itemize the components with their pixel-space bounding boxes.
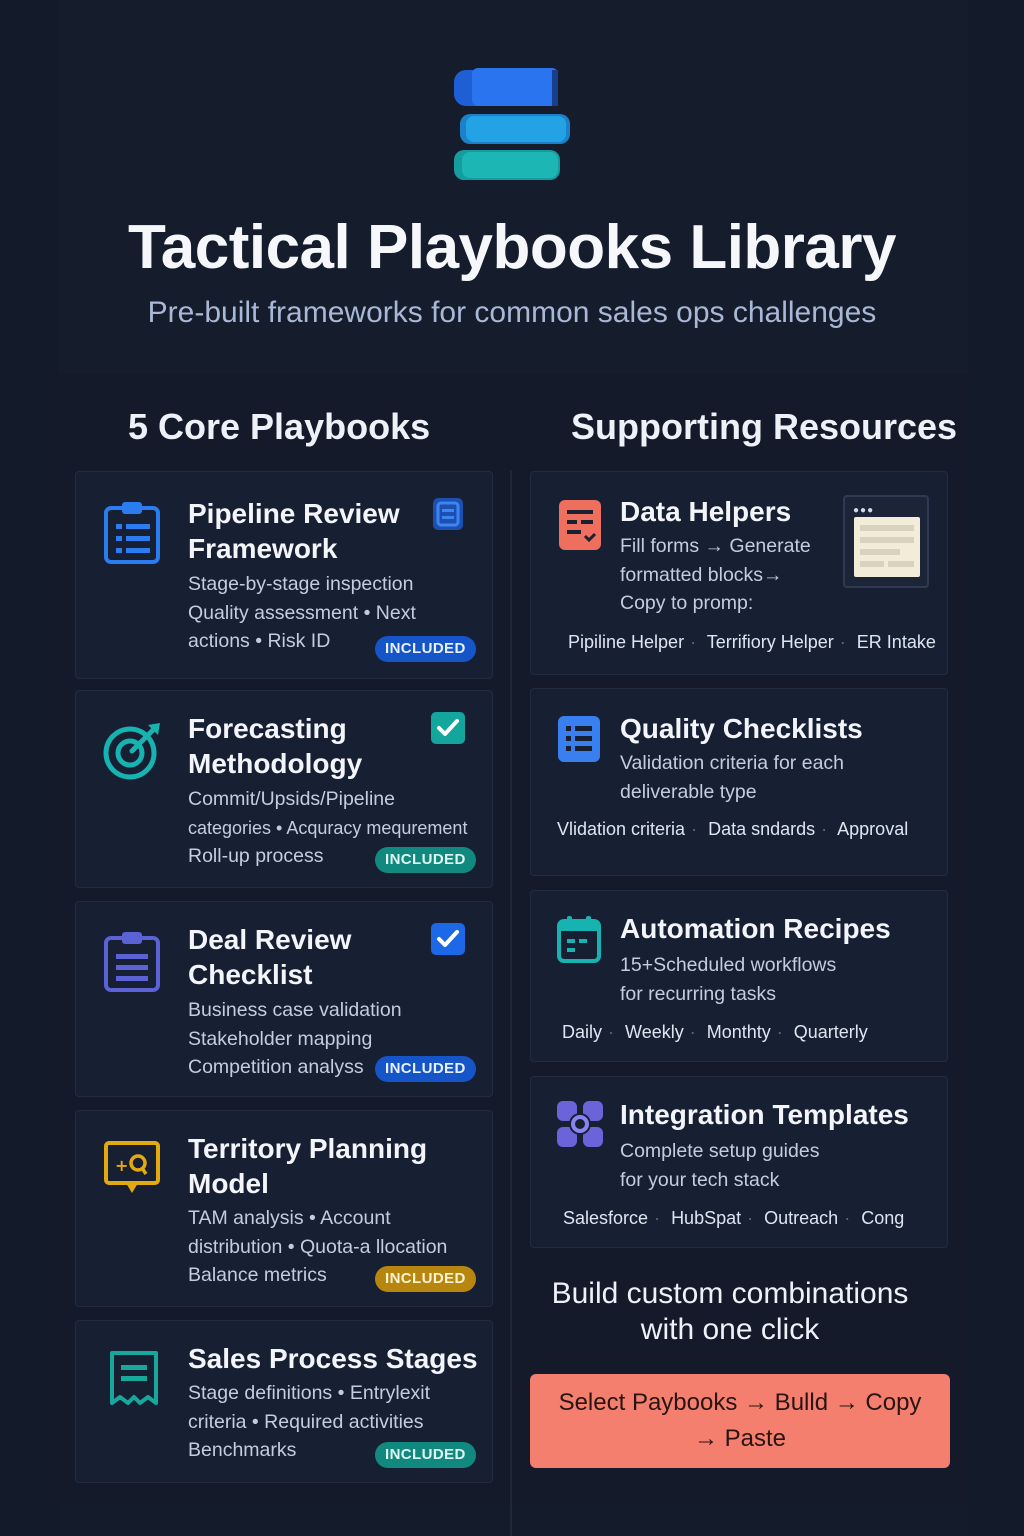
tag: Monthty bbox=[706, 1022, 771, 1042]
form-icon bbox=[557, 498, 603, 552]
playbook-card-sales-process[interactable] bbox=[75, 1320, 493, 1483]
resource-card-integration-templates[interactable] bbox=[530, 1076, 948, 1248]
resource-card-quality-checklists[interactable] bbox=[530, 688, 948, 876]
playbook-card-pipeline-review[interactable] bbox=[75, 471, 493, 679]
resource-desc-line: deliverable type bbox=[620, 780, 757, 803]
tag: Salesforce bbox=[563, 1208, 649, 1228]
calendar-icon bbox=[557, 915, 601, 963]
map-pin-board-icon bbox=[102, 1139, 162, 1197]
tag: Outreach bbox=[764, 1208, 839, 1228]
playbook-desc-line: categories • Acqurаcy mequrement bbox=[188, 817, 468, 838]
resource-desc-line: Fill forms → Generate bbox=[620, 535, 811, 557]
included-badge: INCLUDED bbox=[375, 1056, 476, 1082]
playbook-title-line: Deal Review bbox=[188, 924, 352, 955]
playbook-title-line: Methodology bbox=[188, 748, 363, 779]
cta-button-line: Select Paybooks → Bulld → Copy bbox=[558, 1389, 922, 1416]
integration-icon bbox=[555, 1099, 605, 1149]
cta-text-line: with one click bbox=[640, 1313, 820, 1346]
resource-title: Quality Checklists bbox=[620, 713, 863, 744]
form-preview-thumbnail bbox=[843, 495, 929, 588]
tag: Terrifiory Helper bbox=[706, 632, 834, 652]
playbook-desc-line: actions • Risk ID bbox=[188, 630, 331, 652]
supporting-resources-heading: Supporting Resources bbox=[571, 406, 958, 447]
core-playbooks-heading: 5 Core Playbooks bbox=[128, 406, 431, 447]
books-logo-icon bbox=[452, 66, 574, 182]
window-dots-icon: ●●● bbox=[853, 505, 875, 516]
target-icon bbox=[102, 719, 164, 781]
clipboard-checklist-icon bbox=[102, 930, 162, 992]
cta-button-line: → Paste bbox=[693, 1425, 787, 1452]
tag: ER Intake bbox=[856, 632, 936, 652]
page-title: Tactical Playbooks Library bbox=[127, 213, 897, 282]
playbook-title-line: Forecasting bbox=[188, 713, 347, 744]
cta-text bbox=[530, 1276, 930, 1348]
resource-desc-line: Complete setup guides bbox=[620, 1140, 820, 1162]
tag: Vlidation criteria bbox=[557, 819, 686, 839]
playbook-card-deal-review[interactable] bbox=[75, 901, 493, 1097]
checkbox-icon bbox=[430, 922, 466, 956]
resource-card-automation-recipes[interactable] bbox=[530, 890, 948, 1062]
included-badge: INCLUDED bbox=[375, 636, 476, 662]
document-icon bbox=[430, 494, 466, 532]
playbook-title-line: Model bbox=[188, 1168, 269, 1199]
tag: Approval bbox=[837, 819, 909, 839]
resource-desc-line: 15+Scheduled workflows bbox=[620, 954, 837, 976]
resource-title: Integration Templates bbox=[620, 1099, 909, 1130]
resource-desc-line: formatted blocks→ bbox=[620, 563, 783, 586]
playbook-desc-line: Quality assessment • Next bbox=[188, 601, 416, 624]
playbook-desc-line: Business case validation bbox=[188, 999, 402, 1021]
playbook-desc-line: criteria • Required activities bbox=[188, 1410, 424, 1433]
included-badge: INCLUDED bbox=[375, 847, 476, 873]
resource-desc-line: for your tech stack bbox=[620, 1168, 780, 1191]
tag: HubSpat bbox=[671, 1208, 742, 1228]
resource-tags: Pipiline Helper · Terrifiory Helper · ER Intake bbox=[568, 632, 936, 652]
included-badge: INCLUDED bbox=[375, 1442, 476, 1468]
svg-text:+: + bbox=[115, 1156, 129, 1175]
playbook-desc-line: Stage definitions • Entrylexit bbox=[188, 1382, 431, 1404]
playbook-desc-line: Competition analyss bbox=[188, 1056, 364, 1078]
resource-desc-line: Copy to promp: bbox=[620, 592, 754, 614]
playbook-title-line: Checklist bbox=[188, 959, 313, 990]
preview-sheet bbox=[854, 517, 920, 577]
resource-desc-line: for recurring tasks bbox=[620, 982, 777, 1005]
resource-tags: Vlidation criteria · Data sndards · Approval bbox=[557, 819, 909, 839]
playbook-card-territory-planning[interactable] bbox=[75, 1110, 493, 1307]
receipt-icon bbox=[106, 1349, 162, 1407]
resource-title: Automation Recipes bbox=[620, 913, 891, 944]
tag: Cong bbox=[861, 1208, 905, 1228]
cta-text-line: Build custom combinations bbox=[551, 1277, 909, 1310]
playbook-title-line: Pipeline Review bbox=[188, 498, 400, 529]
resource-tags: Salesforce · HubSpat · Outreach · Cong bbox=[563, 1208, 905, 1228]
playbook-title-line: Territory Planning bbox=[188, 1133, 428, 1164]
playbook-desc-line: TAM analysis • Account bbox=[188, 1207, 391, 1229]
playbook-title-line: Sales Process Stages bbox=[188, 1343, 478, 1374]
playbook-title-line: Framework bbox=[188, 533, 338, 564]
playbook-desc-line: Stakeholder mapping bbox=[188, 1027, 373, 1050]
playbook-card-forecasting[interactable] bbox=[75, 690, 493, 888]
playbook-desc-line: Commit/Upsids/Pipeline bbox=[188, 788, 395, 810]
tag: Daily bbox=[562, 1022, 603, 1042]
playbook-desc-line: Roll-up process bbox=[188, 845, 324, 867]
tag: Pipiline Helper bbox=[568, 632, 685, 652]
playbook-desc-line: Stage-by-stage inspection bbox=[188, 573, 414, 595]
clipboard-list-icon bbox=[102, 500, 162, 564]
checkbox-icon bbox=[430, 711, 466, 745]
playbook-desc-line: Benchmarks bbox=[188, 1439, 297, 1461]
page-subtitle: Pre-built frameworks for common sales ops challenges bbox=[147, 296, 877, 329]
list-icon bbox=[557, 715, 601, 763]
resource-tags: Daily · Weekly · Monthty · Quarterly bbox=[562, 1022, 868, 1042]
tag: Weekly bbox=[625, 1022, 684, 1042]
resource-desc-line: Validation criteria for each bbox=[620, 752, 845, 774]
included-badge: INCLUDED bbox=[375, 1266, 476, 1292]
column-divider bbox=[510, 470, 512, 1536]
tag: Quarterly bbox=[793, 1022, 868, 1042]
resource-title: Data Helpers bbox=[620, 496, 792, 527]
build-playbook-button[interactable] bbox=[530, 1374, 950, 1468]
tag: Data sndards bbox=[708, 819, 816, 839]
playbook-desc-line: distribution • Quota-a llocation bbox=[188, 1235, 448, 1258]
playbook-desc-line: Balance metrics bbox=[188, 1264, 327, 1286]
